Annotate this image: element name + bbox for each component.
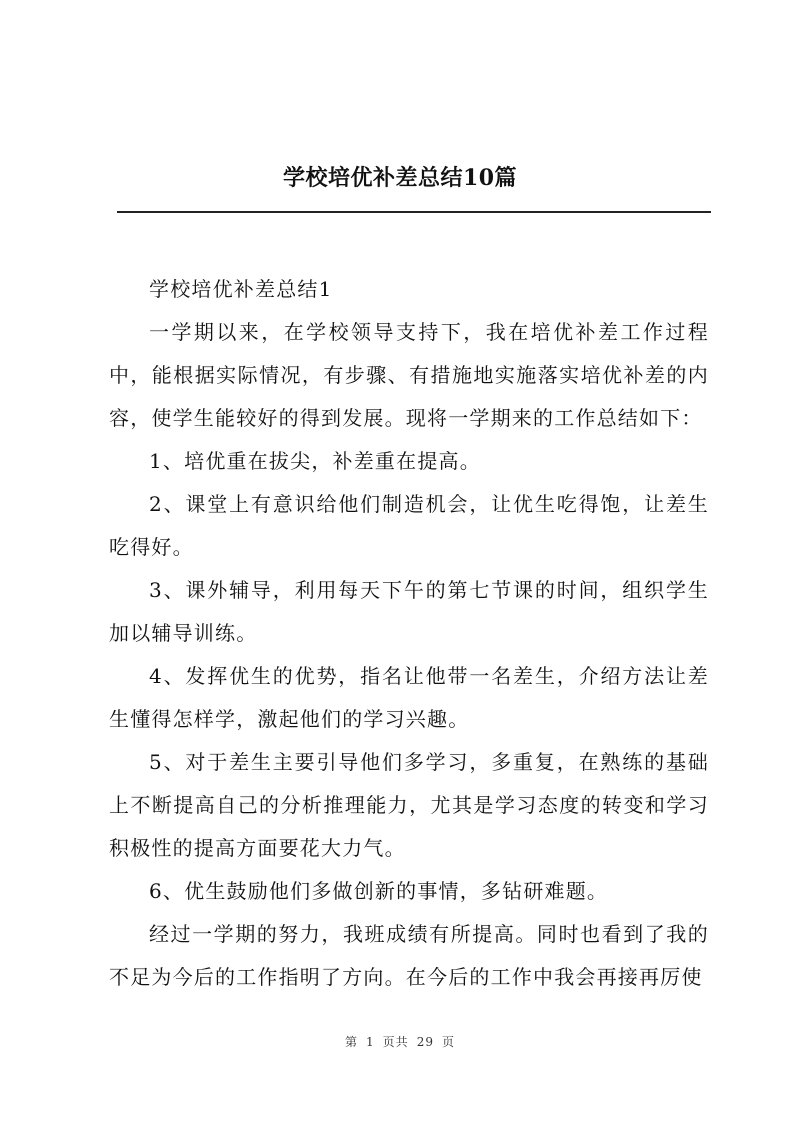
paragraph: 6、优生鼓励他们多做创新的事情，多钻研难题。 [149, 879, 609, 903]
title-divider [117, 211, 711, 213]
paragraph: 1、培优重在拔尖，补差重在提高。 [149, 449, 481, 473]
footer-label-of: 页共 [382, 1035, 409, 1049]
footer-total-pages: 29 [416, 1035, 434, 1049]
footer-label-page: 第 [345, 1035, 359, 1049]
paragraph: 3、课外辅导，利用每天下午的第七节课的时间，组织学生加以辅导训练。 [109, 578, 709, 645]
paragraph: 5、对于差生主要引导他们多学习，多重复，在熟练的基础上不断提高自己的分析推理能力，尤其是学习态度的转变和学习积极性的提高方面要花大力气。 [109, 750, 709, 860]
page-footer [0, 1033, 800, 1050]
paragraph: 2、课堂上有意识给他们制造机会，让优生吃得饱，让差生吃得好。 [109, 492, 709, 559]
section-heading: 学校培优补差总结1 [149, 277, 333, 301]
footer-label-end: 页 [441, 1035, 455, 1049]
paragraph: 一学期以来，在学校领导支持下，我在培优补差工作过程中，能根据实际情况，有步骤、有措施地实施落实培优补差的内容，使学生能较好的得到发展。现将一学期来的工作总结如下： [109, 320, 709, 430]
paragraph: 经过一学期的努力，我班成绩有所提高。同时也看到了我的不足为今后的工作指明了方向。在今后的工作中我会再接再厉使 [109, 922, 709, 989]
document-body [109, 268, 709, 999]
paragraph: 4、发挥优生的优势，指名让他带一名差生，介绍方法让差生懂得怎样学，激起他们的学习兴趣。 [109, 664, 709, 731]
footer-current-page: 1 [366, 1035, 375, 1049]
document-title: 学校培优补差总结10篇 [282, 165, 518, 191]
